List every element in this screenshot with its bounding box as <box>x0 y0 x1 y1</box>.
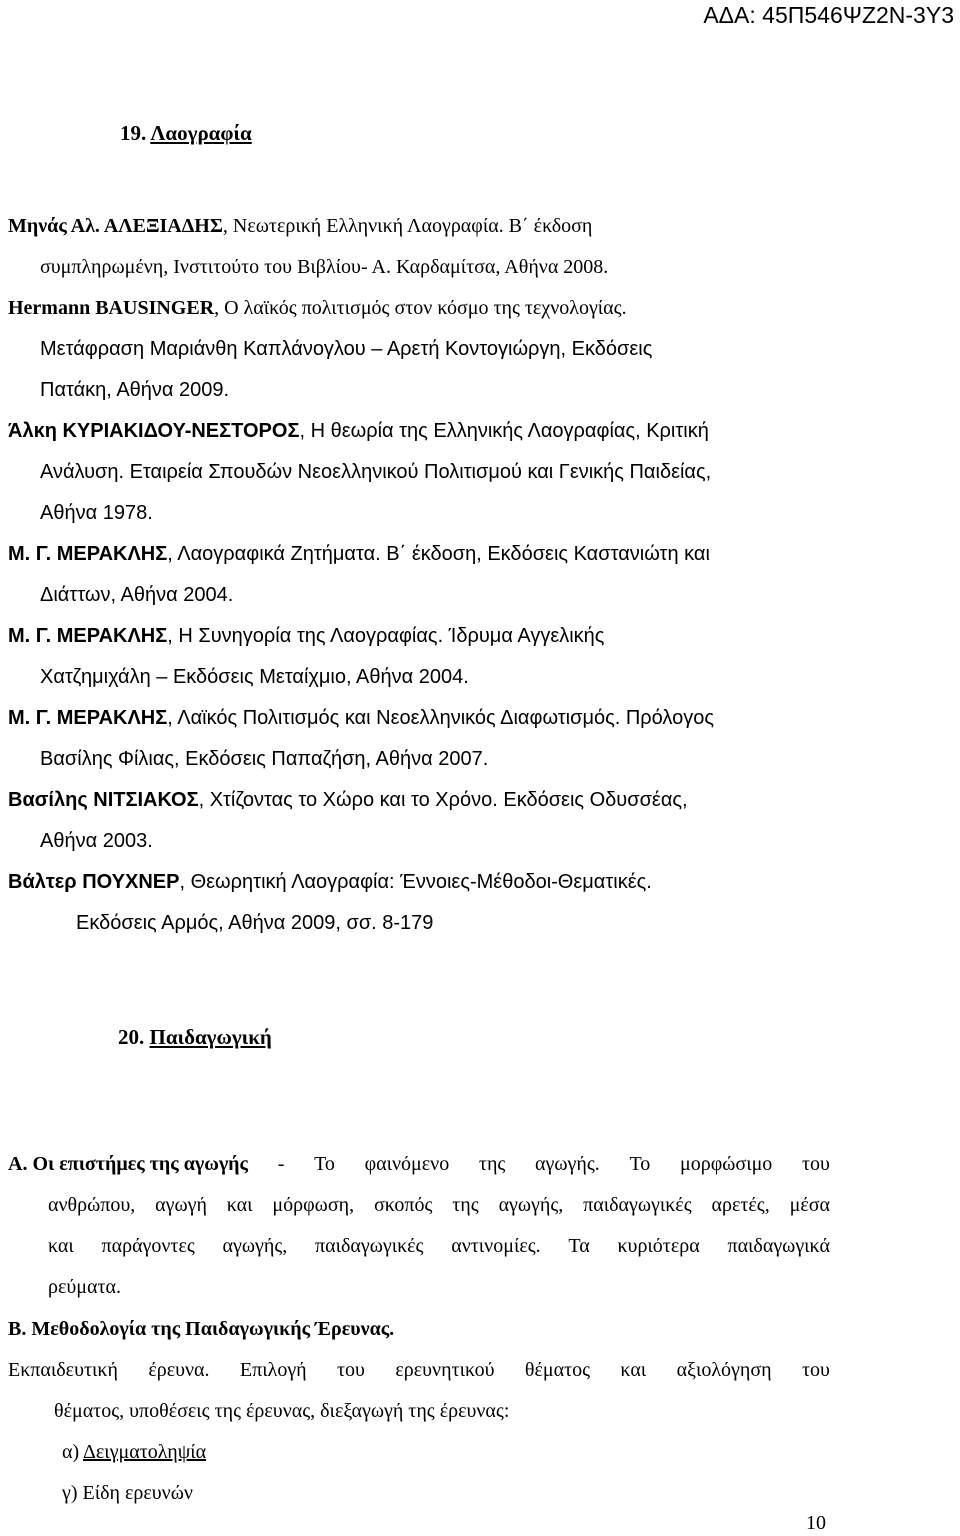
word: Επιλογή <box>239 1359 307 1381</box>
list-item-prefix: α) <box>62 1441 84 1463</box>
page-number: 10 <box>806 1512 826 1534</box>
entry-author: Μ. Γ. ΜΕΡΑΚΛΗΣ <box>8 625 168 647</box>
word: Το <box>629 1153 651 1175</box>
bibliography-entry <box>8 541 710 567</box>
subsection-a-line-2 <box>48 1192 830 1218</box>
bibliography-entry <box>8 418 709 444</box>
section-number: 19. <box>120 121 147 145</box>
word: σκοπός <box>373 1194 433 1216</box>
bibliography-entry <box>8 869 652 895</box>
bibliography-entry <box>8 213 592 239</box>
subsection-a-line-1 <box>8 1151 830 1177</box>
word: της <box>478 1153 506 1175</box>
word: παιδαγωγικά <box>727 1235 830 1257</box>
word: της <box>452 1194 479 1216</box>
word: αγωγής. <box>535 1153 600 1175</box>
entry-author: Μ. Γ. ΜΕΡΑΚΛΗΣ <box>8 543 168 565</box>
subsection-label: Β. Μεθοδολογία της Παιδαγωγικής Έρευνας. <box>8 1318 395 1340</box>
word: ερευνητικού <box>395 1359 495 1381</box>
entry-continuation: Χατζημιχάλη – Εκδόσεις Μεταίχμιο, Αθήνα 2004. <box>40 666 469 688</box>
entry-text: , Λαϊκός Πολιτισμός και Νεοελληνικός Διαφωτισμός. Πρόλογος <box>167 707 715 729</box>
entry-continuation: Αθήνα 1978. <box>40 502 153 524</box>
word: και <box>620 1359 647 1381</box>
list-item-text: Δειγματοληψία <box>83 1441 207 1463</box>
list-item <box>62 1480 193 1506</box>
subsection-b-line-2: θέματος, υποθέσεις της έρευνας, διεξαγωγή της έρευνας: <box>54 1400 510 1422</box>
word: του <box>802 1153 830 1175</box>
entry-author: Άλκη ΚΥΡΙΑΚΙΔΟΥ-ΝΕΣΤΟΡΟΣ <box>8 420 300 442</box>
word: και <box>48 1235 74 1257</box>
word: Εκπαιδευτική <box>8 1359 118 1381</box>
document-id: ΑΔΑ: 45Π546ΨΖ2Ν-3Υ3 <box>703 2 954 28</box>
word: θέματος <box>524 1359 591 1381</box>
entry-author: Μ. Γ. ΜΕΡΑΚΛΗΣ <box>8 707 168 729</box>
word: Το <box>314 1153 335 1175</box>
entry-continuation: Μετάφραση Μαριάνθη Καπλάνογλου – Αρετή Κοντογιώργη, Εκδόσεις <box>40 338 653 360</box>
word: μέσα <box>789 1194 830 1216</box>
entry-author: Βάλτερ ΠΟΥΧΝΕΡ <box>8 871 180 893</box>
word: Τα <box>568 1235 590 1257</box>
entry-continuation: Ανάλυση. Εταιρεία Σπουδών Νεοελληνικού Πολιτισμού και Γενικής Παιδείας, <box>40 461 712 483</box>
word: κυριότερα <box>617 1235 700 1257</box>
entry-continuation: Διάττων, Αθήνα 2004. <box>40 584 234 606</box>
bibliography-entry <box>8 787 688 813</box>
entry-author: Βασίλης ΝΙΤΣΙΑΚΟΣ <box>8 789 199 811</box>
section-number: 20. <box>118 1025 145 1049</box>
word: παιδαγωγικές <box>583 1194 692 1216</box>
entry-text: , Η Συνηγορία της Λαογραφίας. Ίδρυμα Αγγελικής <box>167 625 605 647</box>
entry-text: , Χτίζοντας το Χώρο και το Χρόνο. Εκδόσεις Οδυσσέας, <box>198 789 688 811</box>
section-heading <box>120 120 252 146</box>
word: του <box>337 1359 365 1381</box>
entry-text: , Ο λαϊκός πολιτισμός στον κόσμο της τεχνολογίας. <box>214 297 627 319</box>
entry-continuation: Πατάκη, Αθήνα 2009. <box>40 379 230 401</box>
section-title: Παιδαγωγική <box>149 1025 272 1049</box>
entry-text: , Λαογραφικά Ζητήματα. Β΄ έκδοση, Εκδόσεις Καστανιώτη και <box>167 543 710 565</box>
section-heading <box>118 1024 272 1050</box>
word: φαινόμενο <box>364 1153 450 1175</box>
entry-text: , Η θεωρία της Ελληνικής Λαογραφίας, Κριτική <box>299 420 709 442</box>
word: αγωγής, <box>498 1194 564 1216</box>
word: μορφώσιμο <box>680 1153 773 1175</box>
word: έρευνα. <box>148 1359 210 1381</box>
entry-continuation: Αθήνα 2003. <box>40 830 153 852</box>
word: παιδαγωγικές <box>315 1235 424 1257</box>
list-item <box>62 1439 206 1465</box>
subsection-label: Α. Οι επιστήμες της αγωγής <box>8 1153 248 1175</box>
subsection-b-line-1 <box>8 1357 830 1383</box>
word: αξιολόγηση <box>676 1359 772 1381</box>
word: παράγοντες <box>101 1235 195 1257</box>
word: μόρφωση, <box>272 1194 355 1216</box>
list-item-prefix: γ) <box>62 1482 83 1504</box>
word: αγωγής, <box>222 1235 288 1257</box>
subsection-a-line-4: ρεύματα. <box>48 1276 121 1298</box>
word: ανθρώπου, <box>48 1194 136 1216</box>
entry-continuation: Βασίλης Φίλιας, Εκδόσεις Παπαζήση, Αθήνα 2007. <box>40 748 489 770</box>
bibliography-entry <box>8 295 627 321</box>
word: αγωγή <box>155 1194 207 1216</box>
word: αντινομίες. <box>451 1235 541 1257</box>
word: του <box>801 1359 830 1381</box>
entry-author: Hermann BAUSINGER <box>8 297 215 319</box>
subsection-a-line-3 <box>48 1233 830 1259</box>
word: αρετές, <box>711 1194 770 1216</box>
entry-continuation: Εκδόσεις Αρμός, Αθήνα 2009, σσ. 8-179 <box>76 912 434 934</box>
entry-text: , Νεωτερική Ελληνική Λαογραφία. Β΄ έκδοση <box>222 215 593 237</box>
list-item-text: Είδη ερευνών <box>82 1482 193 1504</box>
entry-text: , Θεωρητική Λαογραφία: Έννοιες-Μέθοδοι-Θεματικές. <box>179 871 652 893</box>
entry-continuation: συμπληρωμένη, Ινστιτούτο του Βιβλίου- Α. Καρδαμίτσα, Αθήνα 2008. <box>40 256 609 278</box>
word: και <box>226 1194 253 1216</box>
word: - <box>277 1153 285 1175</box>
entry-author: Μηνάς Αλ. ΑΛΕΞΙΑΔΗΣ <box>8 215 223 237</box>
section-title: Λαογραφία <box>150 121 252 145</box>
bibliography-entry <box>8 705 714 731</box>
bibliography-entry <box>8 623 604 649</box>
